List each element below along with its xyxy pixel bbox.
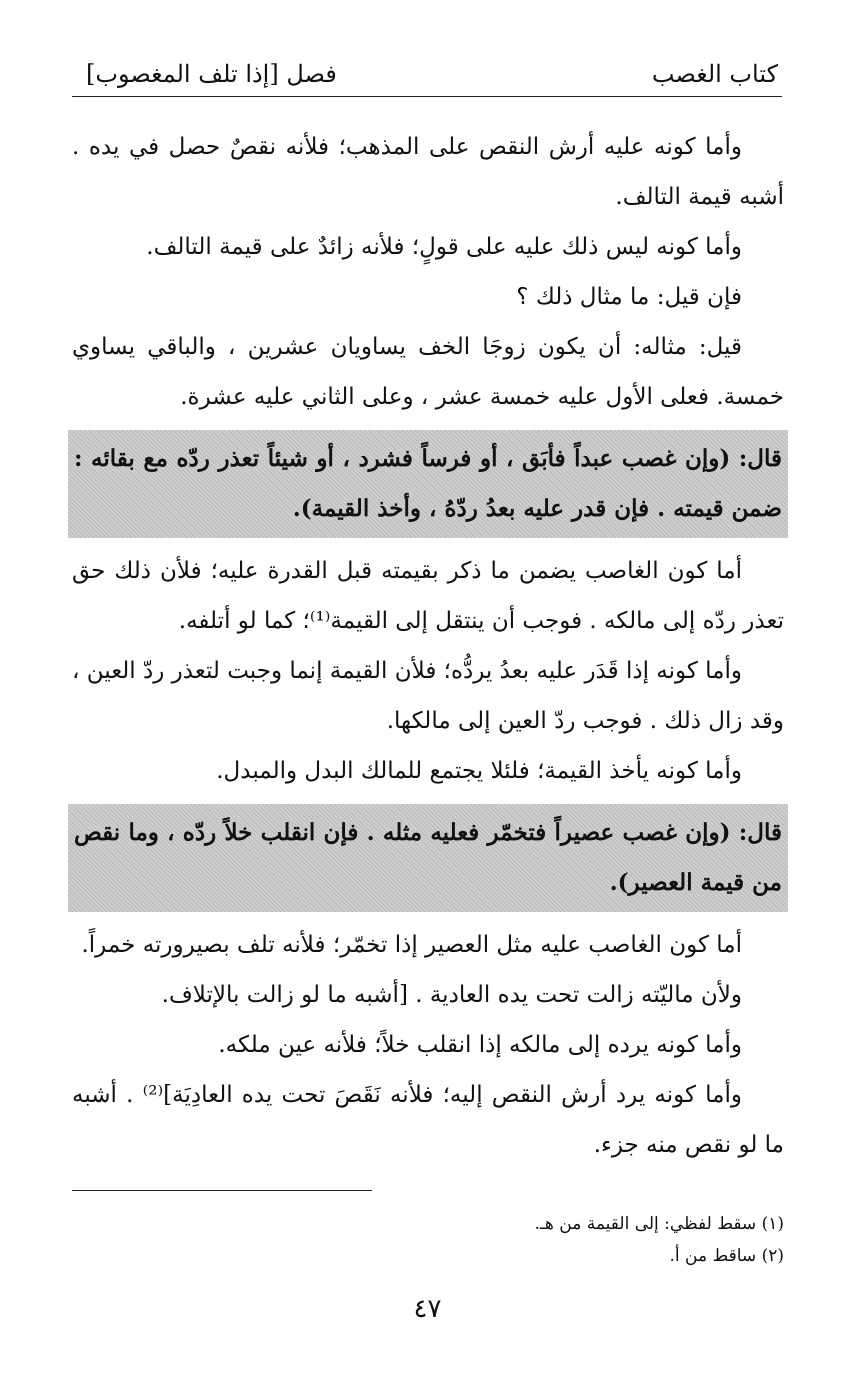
main-text [72,122,784,1170]
paragraph: أما كون الغاصب يضمن ما ذكر بقيمته قبل القدرة عليه؛ فلأن ذلك حق تعذر ردّه إلى مالكه . فوجب أن ينتقل إلى القيمة⁽¹⁾؛ كما لو أتلفه. [72,558,784,634]
footnote: (١) سقط لفظي: إلى القيمة من هـ. [534,1214,784,1234]
paragraph: أما كون الغاصب عليه مثل العصير إذا تخمّر؛ فلأنه تلف بصيرورته خمراً. [81,932,742,958]
paragraph: وأما كونه ليس ذلك عليه على قولٍ؛ فلأنه زائدٌ على قيمة التالف. [146,234,742,260]
running-header [72,52,782,97]
section-title: فصل [إذا تلف المغصوب] [86,60,337,88]
paragraph: وأما كونه يرده إلى مالكه إذا انقلب خلاً؛ فلأنه عين ملكه. [218,1032,742,1058]
paragraph: وأما كونه يرد أرش النقص إليه؛ فلأنه نَقَصَ تحت يده العادِيَة]⁽²⁾ . أشبه ما لو نقص منه جزء. [72,1082,784,1158]
paragraph: ولأن ماليّته زالت تحت يده العادية . [أشبه ما لو زالت بالإتلاف. [161,982,742,1008]
matn-highlight: قال: (وإن غصب عصيراً فتخمّر فعليه مثله . فإن انقلب خلاً ردّه ، وما نقص من قيمة العصير). [68,804,788,912]
paragraph: وأما كونه عليه أرش النقص على المذهب؛ فلأنه نقصٌ حصل في يده . أشبه قيمة التالف. [72,134,784,210]
paragraph: وأما كونه يأخذ القيمة؛ فلئلا يجتمع للمالك البدل والمبدل. [216,758,742,784]
footnote: (٢) ساقط من أ. [669,1246,784,1266]
paragraph: قيل: مثاله: أن يكون زوجَا الخف يساويان عشرين ، والباقي يساوي خمسة. فعلى الأول عليه خمسة عشر ، وعلى الثاني عليه عشرة. [72,334,784,410]
paragraph: فإن قيل: ما مثال ذلك ؟ [516,284,742,310]
paragraph: وأما كونه إذا قَدَر عليه بعدُ يردُّه؛ فلأن القيمة إنما وجبت لتعذر ردّ العين ، وقد زال ذلك . فوجب ردّ العين إلى مالكها. [72,658,784,734]
footnote-rule [72,1190,372,1191]
matn-highlight: قال: (وإن غصب عبداً فأبَق ، أو فرساً فشرد ، أو شيئاً تعذر ردّه مع بقائه : ضمن قيمته . فإن قدر عليه بعدُ ردّهُ ، وأخذ القيمة). [68,430,788,538]
page-number: ٤٧ [413,1294,442,1324]
book-title: كتاب الغصب [651,60,778,88]
